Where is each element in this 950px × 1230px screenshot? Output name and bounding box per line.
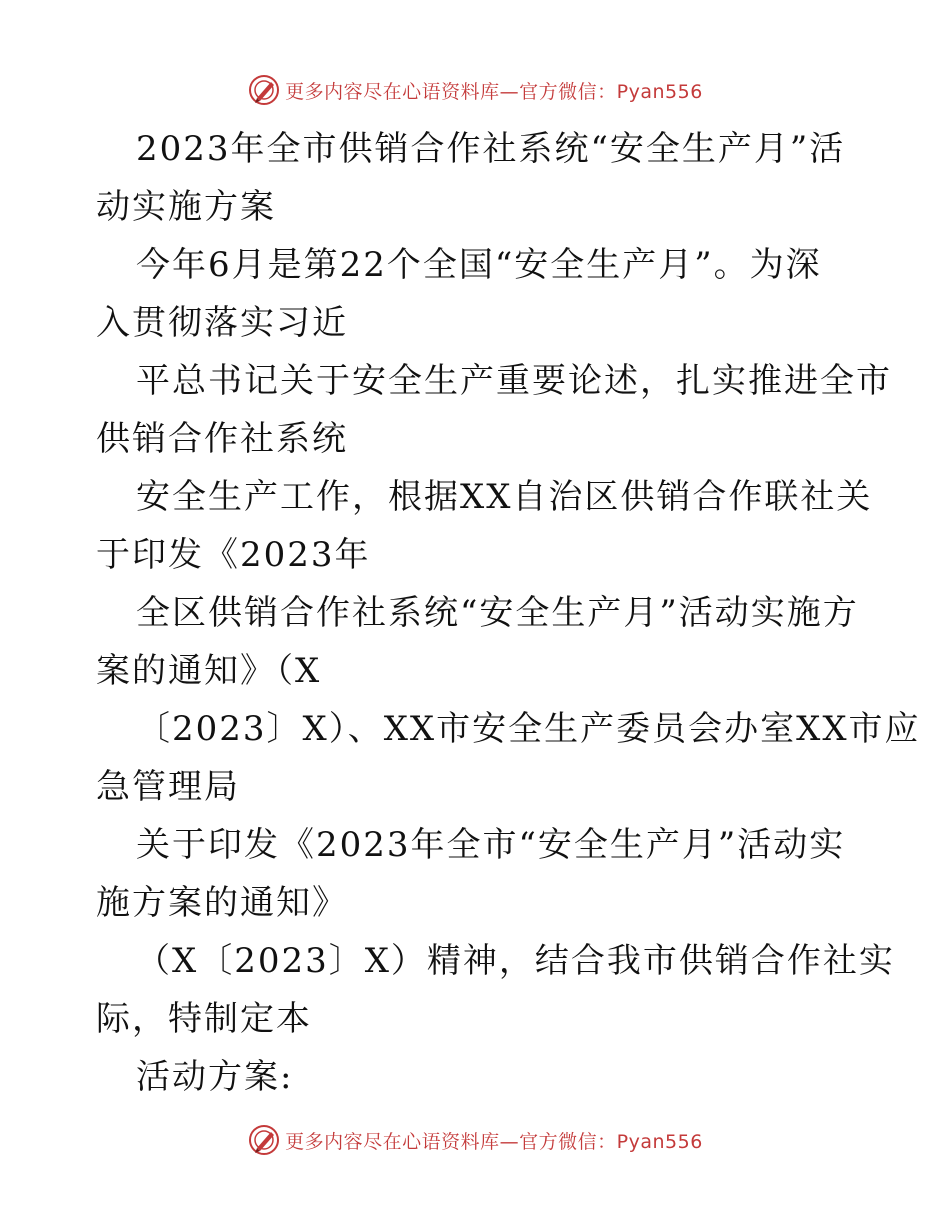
footer-banner-text: 更多内容尽在心语资料库—官方微信：Pyan556 [285, 1130, 703, 1153]
document-line: 活动方案: [136, 1057, 294, 1097]
pen-logo-icon [247, 73, 281, 107]
document-line: 安全生产工作，根据XX自治区供销合作联社关 [136, 477, 873, 517]
document-line: 施方案的通知》 [96, 883, 348, 923]
header-banner-text: 更多内容尽在心语资料库—官方微信：Pyan556 [285, 80, 703, 103]
document-body [96, 120, 921, 1106]
document-line: 全区供销合作社系统“安全生产月”活动实施方 [136, 593, 859, 633]
document-line: 2023年全市供销合作社系统“安全生产月”活 [136, 129, 846, 169]
header-banner [0, 70, 950, 110]
document-line: 案的通知》（X [96, 651, 322, 691]
document-line: （X〔2023〕X）精神，结合我市供销合作社实 [136, 941, 895, 981]
pen-logo-icon [247, 1123, 281, 1157]
document-line: 今年6月是第22个全国“安全生产月”。为深 [136, 245, 822, 285]
document-line: 平总书记关于安全生产重要论述，扎实推进全市 [136, 361, 892, 401]
document-line: 供销合作社系统 [96, 419, 348, 459]
document-line: 动实施方案 [96, 187, 276, 227]
document-line: 急管理局 [96, 767, 240, 807]
document-line: 〔2023〕X）、XX市安全生产委员会办室XX市应 [136, 709, 921, 749]
document-line: 际，特制定本 [96, 999, 312, 1039]
document-line: 关于印发《2023年全市“安全生产月”活动实 [136, 825, 846, 865]
document-line: 于印发《2023年 [96, 535, 371, 575]
footer-banner [0, 1120, 950, 1160]
document-line: 入贯彻落实习近 [96, 303, 348, 343]
